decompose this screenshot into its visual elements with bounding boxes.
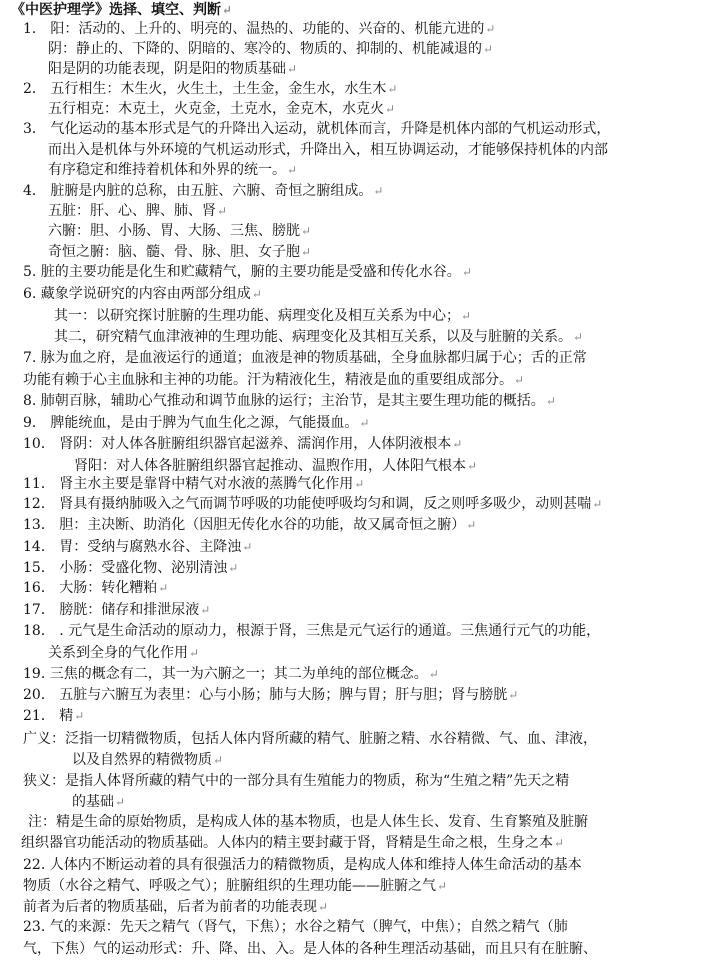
text-line bbox=[72, 792, 125, 812]
text-line bbox=[23, 79, 397, 99]
paragraph-mark-icon: ↵ bbox=[287, 163, 298, 177]
text-line bbox=[23, 413, 369, 433]
line-text: 9． 脾能统血，是由于脾为气血生化之源，气能摄血。 bbox=[23, 415, 359, 431]
text-line bbox=[23, 939, 597, 959]
line-text: 15． 小肠：受盛化物、泌别清浊 bbox=[23, 560, 228, 576]
paragraph-mark-icon: ↵ bbox=[554, 836, 565, 850]
paragraph-mark-icon: ↵ bbox=[251, 287, 262, 301]
text-line bbox=[54, 327, 583, 347]
text-line bbox=[23, 348, 587, 368]
text-line bbox=[23, 119, 610, 139]
text-line bbox=[48, 221, 311, 241]
paragraph-mark-icon: ↵ bbox=[545, 394, 556, 408]
line-text: 肾阳：对人体各脏腑组织器官起推动、温煦作用，人体阳气根本 bbox=[74, 458, 466, 474]
line-text: 20． 五脏与六腑互为表里：心与小肠；肺与大肠；脾与胃；肝与胆；肾与膀胱 bbox=[23, 687, 508, 703]
line-text: 有序稳定和维持着机体和外界的统一。 bbox=[48, 162, 286, 178]
line-text: 1． 阳：活动的、上升的、明亮的、温热的、功能的、兴奋的、机能亢进的 bbox=[23, 21, 485, 37]
paragraph-mark-icon: ↵ bbox=[318, 900, 329, 914]
line-text: 7. 脉为血之府，是血液运行的通道；血液是神的物质基础，全身血脉都归属于心；舌的正常 bbox=[23, 350, 587, 366]
document-title bbox=[11, 0, 232, 20]
text-line bbox=[54, 306, 471, 326]
paragraph-mark-icon: ↵ bbox=[228, 561, 239, 575]
line-text: 18． . 元气是生命活动的原动力，根源于肾，三焦是元气运行的通道。三焦通行元气的功能， bbox=[23, 623, 601, 639]
line-text: 19. 三焦的概念有二，其一为六腑之一；其二为单纯的部位概念。 bbox=[23, 666, 428, 682]
paragraph-mark-icon: ↵ bbox=[373, 184, 384, 198]
line-text: 21． 精 bbox=[23, 708, 74, 724]
line-text: 前者为后者的物质基础，后者为前者的功能表现 bbox=[23, 899, 317, 915]
paragraph-mark-icon: ↵ bbox=[461, 309, 472, 323]
text-line bbox=[48, 39, 493, 59]
line-text: 奇恒之腑：脑、髓、骨、脉、胆、女子胞 bbox=[48, 244, 300, 260]
text-line bbox=[23, 494, 602, 514]
text-line bbox=[23, 515, 476, 535]
paragraph-mark-icon: ↵ bbox=[359, 416, 370, 430]
line-text: 广义：泛指一切精微物质，包括人体内肾所藏的精气、脏腑之精、水谷精微、气、血、津液， bbox=[23, 731, 597, 747]
line-text: 以及自然界的精微物质 bbox=[72, 752, 212, 768]
line-text: 组织器官功能活动的物质基础。人体内的精主要封藏于肾，肾精是生命之根，生身之本 bbox=[21, 835, 553, 851]
text-line bbox=[23, 876, 447, 896]
text-line bbox=[48, 59, 297, 79]
text-line bbox=[48, 242, 311, 262]
text-line bbox=[48, 140, 608, 160]
paragraph-mark-icon: ↵ bbox=[242, 540, 253, 554]
paragraph-mark-icon: ↵ bbox=[301, 245, 312, 259]
line-text: 关系到全身的气化作用 bbox=[48, 645, 188, 661]
line-text: 2． 五行相生：木生火，火生土，土生金，金生水，水生木 bbox=[23, 81, 387, 97]
text-line bbox=[48, 201, 227, 221]
line-text: 物质（水谷之精气、呼吸之气）；脏腑组织的生理功能——脏腑之气 bbox=[23, 878, 436, 894]
line-text: 6. 藏象学说研究的内容由两部分组成 bbox=[23, 286, 251, 302]
paragraph-mark-icon: ↵ bbox=[483, 42, 494, 56]
line-text: 注：精是生命的原始物质，是构成人体的基本物质，也是人体生长、发育、生育繁殖及脏腑 bbox=[28, 814, 588, 830]
text-line bbox=[23, 474, 364, 494]
line-text: 五行相克：木克土，火克金，土克水，金克木，水克火 bbox=[48, 101, 384, 117]
line-text: 阴：静止的、下降的、阴暗的、寒冷的、物质的、抑制的、机能减退的 bbox=[48, 41, 482, 57]
text-line bbox=[23, 391, 556, 411]
paragraph-mark-icon: ↵ bbox=[287, 62, 298, 76]
paragraph-mark-icon: ↵ bbox=[74, 709, 85, 723]
paragraph-mark-icon: ↵ bbox=[592, 497, 603, 511]
text-line bbox=[23, 771, 569, 791]
text-line bbox=[28, 812, 588, 832]
paragraph-mark-icon: ↵ bbox=[573, 330, 584, 344]
text-line bbox=[23, 284, 262, 304]
line-text: 其一：以研究探讨脏腑的生理功能、病理变化及相互关系为中心； bbox=[54, 308, 460, 324]
line-text: 22. 人体内不断运动着的具有很强活力的精微物质，是构成人体和维持人体生命活动的基本 bbox=[23, 857, 582, 873]
text-line bbox=[23, 729, 597, 749]
text-line bbox=[23, 685, 518, 705]
line-text: 12． 肾具有摄纳肺吸入之气而调节呼吸的功能使呼吸均匀和调，反之则呼多吸少，动则甚喘 bbox=[23, 496, 592, 512]
text-line bbox=[23, 262, 472, 282]
line-text: 13． 胆：主决断、助消化（因胆无传化水谷的功能，故又属奇恒之腑） bbox=[23, 517, 466, 533]
text-line bbox=[72, 750, 223, 770]
paragraph-mark-icon: ↵ bbox=[387, 82, 398, 96]
text-line bbox=[23, 897, 328, 917]
line-text: 23. 气的来源：先天之精气（肾气，下焦）；水谷之精气（脾气，中焦）；自然之精气（肺 bbox=[23, 919, 568, 935]
text-line bbox=[23, 181, 383, 201]
paragraph-mark-icon: ↵ bbox=[158, 581, 169, 595]
line-text: 其二，研究精气血津液神的生理功能、病理变化及其相互关系，以及与脏腑的关系。 bbox=[54, 329, 572, 345]
text-line bbox=[23, 621, 600, 641]
line-text: 14． 胃：受纳与腐熟水谷、主降浊 bbox=[23, 539, 242, 555]
paragraph-mark-icon: ↵ bbox=[467, 459, 478, 473]
text-line bbox=[23, 434, 462, 454]
text-line bbox=[23, 370, 524, 390]
line-text: 而出入是机体与外环境的气机运动形式，升降出入，相互协调运动，才能够保持机体的内部 bbox=[48, 142, 608, 158]
paragraph-mark-icon: ↵ bbox=[189, 646, 200, 660]
paragraph-mark-icon: ↵ bbox=[461, 265, 472, 279]
paragraph-mark-icon: ↵ bbox=[437, 879, 448, 893]
line-text: 气，下焦）气的运动形式：升、降、出、入。是人体的各种生理活动基础，而且只有在脏腑、 bbox=[23, 941, 597, 957]
paragraph-mark-icon: ↵ bbox=[222, 3, 233, 17]
line-text: 8. 肺朝百脉，辅助心气推动和调节血脉的运行；主治节，是其主要生理功能的概括。 bbox=[23, 393, 545, 409]
line-text: 16． 大肠：转化糟粕 bbox=[23, 580, 158, 596]
line-text: 3． 气化运动的基本形式是气的升降出入运动，就机体而言，升降是机体内部的气机运动形式， bbox=[23, 121, 611, 137]
paragraph-mark-icon: ↵ bbox=[213, 753, 224, 767]
line-text: 4． 脏腑是内脏的总称，由五脏、六腑、奇恒之腑组成。 bbox=[23, 183, 373, 199]
text-line bbox=[21, 833, 564, 853]
paragraph-mark-icon: ↵ bbox=[466, 518, 477, 532]
text-line bbox=[74, 456, 477, 476]
text-line bbox=[23, 664, 439, 684]
text-line bbox=[48, 643, 199, 663]
paragraph-mark-icon: ↵ bbox=[508, 688, 519, 702]
paragraph-mark-icon: ↵ bbox=[301, 224, 312, 238]
line-text: 10． 肾阴：对人体各脏腑组织器官起滋养、濡润作用，人体阴液根本 bbox=[23, 436, 452, 452]
text-line bbox=[23, 537, 252, 557]
line-text: 狭义：是指人体肾所藏的精气中的一部分具有生殖能力的物质，称为“生殖之精”先天之精 bbox=[23, 773, 570, 789]
text-line bbox=[48, 160, 297, 180]
line-text: 11． 肾主水主要是靠肾中精气对水液的蒸腾气化作用 bbox=[23, 476, 354, 492]
paragraph-mark-icon: ↵ bbox=[428, 667, 439, 681]
paragraph-mark-icon: ↵ bbox=[115, 795, 126, 809]
text-line bbox=[23, 19, 495, 39]
text-line bbox=[23, 600, 210, 620]
line-text: 五脏：肝、心、脾、肺、肾 bbox=[48, 203, 216, 219]
text-line bbox=[23, 917, 568, 937]
text-line bbox=[23, 558, 238, 578]
paragraph-mark-icon: ↵ bbox=[485, 22, 496, 36]
paragraph-mark-icon: ↵ bbox=[385, 102, 396, 116]
paragraph-mark-icon: ↵ bbox=[200, 603, 211, 617]
line-text: 的基础 bbox=[72, 794, 114, 810]
text-line bbox=[23, 855, 582, 875]
line-text: 六腑：胆、小肠、胃、大肠、三焦、膀胱 bbox=[48, 223, 300, 239]
line-text: 5. 脏的主要功能是化生和贮藏精气，腑的主要功能是受盛和传化水谷。 bbox=[23, 264, 461, 280]
line-text: 功能有赖于心主血脉和主神的功能。汗为精液化生，精液是血的重要组成部分。 bbox=[23, 372, 513, 388]
text-line bbox=[23, 706, 84, 726]
line-text: 17． 膀胱：储存和排泄尿液 bbox=[23, 602, 200, 618]
paragraph-mark-icon: ↵ bbox=[514, 373, 525, 387]
text-line bbox=[48, 99, 395, 119]
text-line bbox=[23, 578, 168, 598]
paragraph-mark-icon: ↵ bbox=[217, 204, 228, 218]
paragraph-mark-icon: ↵ bbox=[354, 477, 365, 491]
line-text: 《中医护理学》选择、填空、判断 bbox=[11, 2, 221, 18]
line-text: 阳是阴的功能表现，阴是阳的物质基础 bbox=[48, 61, 286, 77]
paragraph-mark-icon: ↵ bbox=[452, 437, 463, 451]
